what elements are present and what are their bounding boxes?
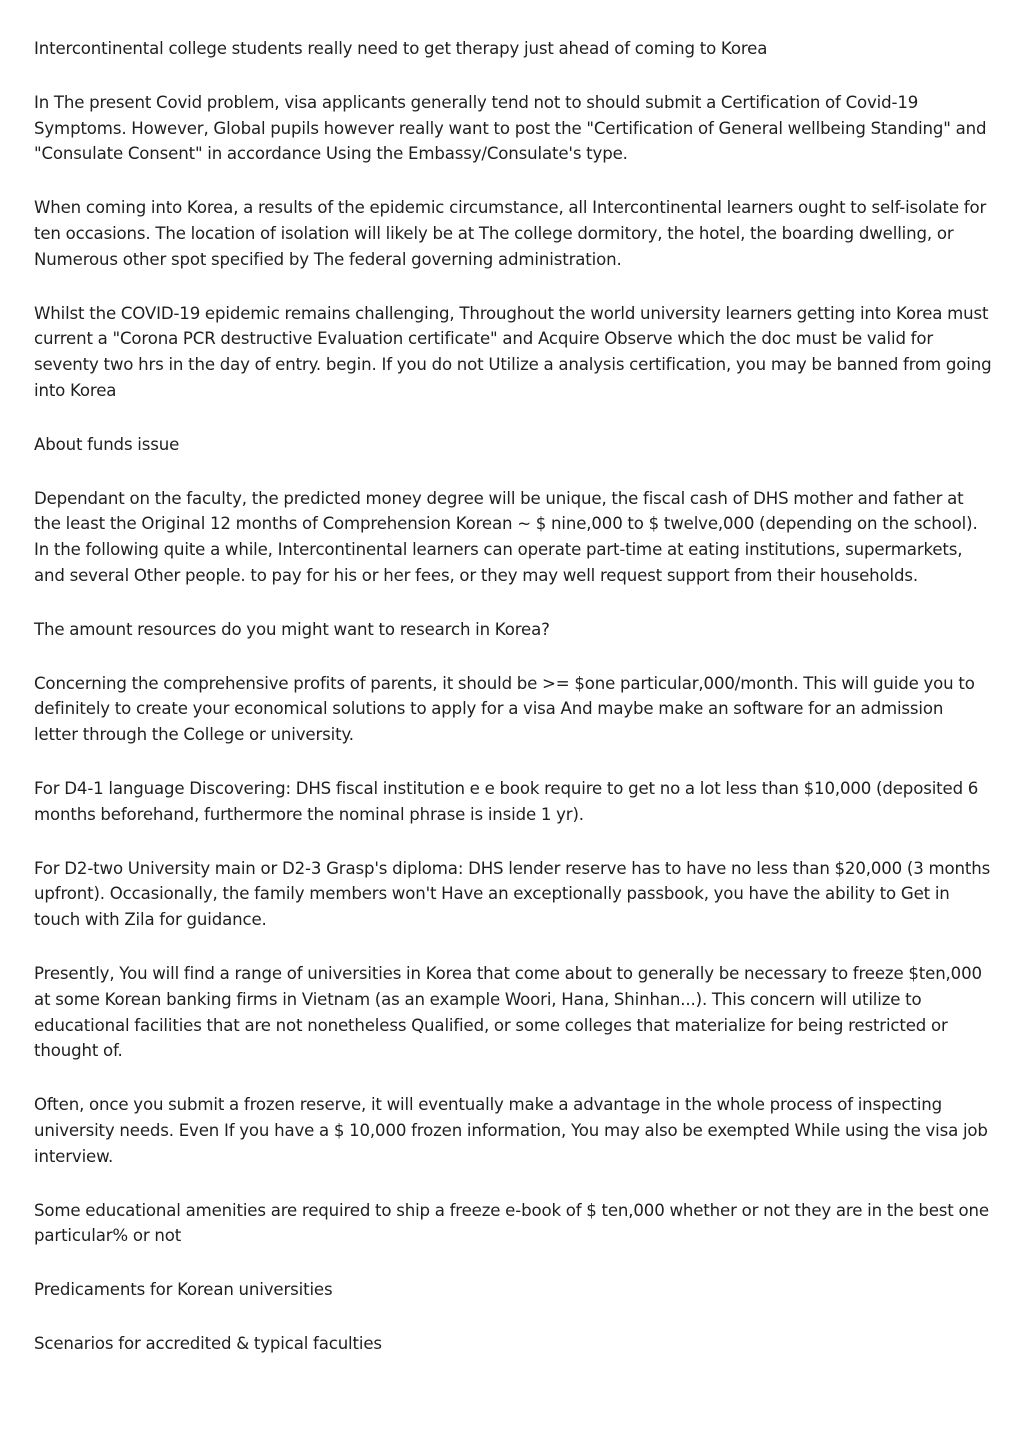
paragraph-intro-heading: Intercontinental college students really need to get therapy just ahead of coming to Korea — [34, 39, 768, 58]
document-body — [34, 36, 992, 1385]
paragraph-self-isolation: When coming into Korea, a results of the epidemic circumstance, all Intercontinental learners ought to self-isolate for ten occasions. The location of isolation will likely be at The college dormitory, the hotel, the boarding dwelling, or Numerous other spot specified by The federal governing administration. — [34, 198, 987, 269]
paragraph-frozen-reserve: Often, once you submit a frozen reserve, it will eventually make a advantage in the whole process of inspecting university needs. Even If you have a $ 10,000 frozen information, You may also be exempted While using the visa job interview. — [34, 1095, 988, 1166]
paragraph-d2-2: For D2-two University main or D2-3 Grasp's diploma: DHS lender reserve has to have no less than $20,000 (3 months upfront). Occasionally, the family members won't Have an exceptionally passbook, you have the ability to Get in touch with Zila for guidance. — [34, 858, 991, 930]
paragraph-scenarios-heading: Scenarios for accredited & typical faculties — [34, 1333, 382, 1353]
paragraph-freeze-ebook: Some educational amenities are required to ship a freeze e-book of $ ten,000 whether or not they are in the best one particular% or not — [34, 1200, 989, 1246]
paragraph-funds-heading: About funds issue — [34, 434, 180, 454]
paragraph-freeze-universities: Presently, You will find a range of universities in Korea that come about to generally be necessary to freeze $ten,000 at some Korean banking firms in Vietnam (as an example Woori, Hana, Shinhan...). This concern will utilize to educational facilities that are not nonetheless Qualified, or some colleges that materialize for being restricted or thought of. — [34, 963, 982, 1061]
paragraph-d4-1: For D4-1 language Discovering: DHS fiscal institution e e book require to get no a lot less than $10,000 (deposited 6 months beforehand, furthermore the nominal phrase is inside 1 yr). — [34, 778, 979, 824]
paragraph-parent-income: Concerning the comprehensive profits of parents, it should be >= $one particular,000/month. This will guide you to definitely to create your economical solutions to apply for a visa And maybe make an software for an admission letter through the College or university. — [34, 673, 975, 745]
paragraph-pcr-certificate: Whilst the COVID-19 epidemic remains challenging, Throughout the world university learners getting into Korea must current a "Corona PCR destructive Evaluation certificate" and Acquire Observe which the doc must be valid for seventy two hrs in the day of entry. begin. If you do not Utilize a analysis certification, you may be banned from going into Korea — [34, 303, 992, 400]
paragraph-covid-visa: In The present Covid problem, visa applicants generally tend not to should submit a Certification of Covid-19 Symptoms. However, Global pupils however really want to post the "Certification of General wellbeing Standing" and "Consulate Consent" in accordance Using the Embassy/Consulate's type. — [34, 92, 987, 164]
paragraph-resources-question: The amount resources do you might want to research in Korea? — [34, 619, 550, 639]
paragraph-predicaments-heading: Predicaments for Korean universities — [34, 1280, 333, 1300]
paragraph-financial-level: Dependant on the faculty, the predicted money degree will be unique, the fiscal cash of DHS mother and father at the least the Original 12 months of Comprehension Korean ~ $ nine,000 to $ twelve,000 (depending on the school). In the following quite a while, Intercontinental learners can operate part-time at eating institutions, supermarkets, and several Other people. to pay for his or her fees, or they may well request support from their households. — [34, 488, 978, 585]
